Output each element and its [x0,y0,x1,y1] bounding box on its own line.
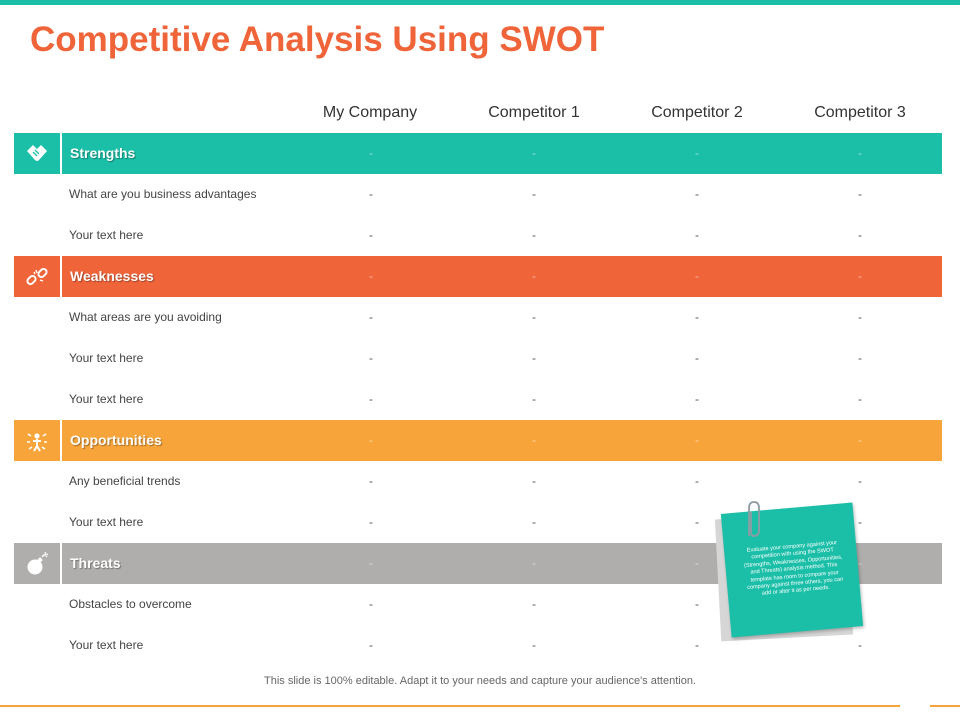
column-header-competitor-3: Competitor 3 [814,104,906,121]
weaknesses-label: Weaknesses [70,268,154,284]
cell: - [532,597,536,611]
cell: - [695,515,699,529]
cell: - [532,146,536,160]
column-header-competitor-1: Competitor 1 [488,104,580,121]
cell: - [695,556,699,570]
row-label: Your text here [69,515,144,529]
cell: - [858,474,862,488]
sticky-note-text: Evaluate your company against your competition with using the SWOT (Strengths, Weaknesses, Opportunities, and Threats) analysis method. This template has room to compare your company against three others, you can add or alter it as per needs. [743,539,844,598]
cell: - [532,187,536,201]
table-row [0,174,960,215]
cell: - [369,146,373,160]
row-label: Obstacles to overcome [69,597,192,611]
cell: - [858,638,862,652]
sticky-note [718,506,868,646]
cell: - [369,392,373,406]
cell: - [532,556,536,570]
cell: - [369,187,373,201]
table-row [0,338,960,379]
cell: - [532,433,536,447]
cell: - [532,638,536,652]
table-row [0,297,960,338]
cell: - [695,351,699,365]
cell: - [858,351,862,365]
cell: - [695,638,699,652]
threats-label: Threats [70,555,121,571]
cell: - [369,351,373,365]
cell: - [858,556,862,570]
table-row [0,461,960,502]
weaknesses-header-row [0,256,960,297]
cell: - [369,269,373,283]
cell: - [369,310,373,324]
opportunities-header-row [0,420,960,461]
cell: - [695,433,699,447]
cell: - [369,474,373,488]
row-label: What areas are you avoiding [69,310,222,324]
strengths-band [62,133,942,174]
cell: - [695,310,699,324]
cell: - [532,228,536,242]
cell: - [695,269,699,283]
broken-chain-icon [14,256,60,297]
cell: - [695,392,699,406]
row-label: Your text here [69,228,144,242]
strengths-header-row [0,133,960,174]
row-label: Your text here [69,638,144,652]
cell: - [369,228,373,242]
row-label: Your text here [69,351,144,365]
column-header-my-company: My Company [322,104,418,121]
cell: - [858,515,862,529]
table-row [0,215,960,256]
cell: - [695,228,699,242]
cell: - [369,556,373,570]
cell: - [695,474,699,488]
column-headers [0,100,960,128]
row-label: Any beneficial trends [69,474,181,488]
page-title: Competitive Analysis Using SWOT [30,20,605,59]
cell: - [695,597,699,611]
opportunities-band [62,420,942,461]
cell: - [532,269,536,283]
bottom-accent-line [0,705,900,707]
cell: - [695,146,699,160]
strengths-label: Strengths [70,145,136,161]
cell: - [369,515,373,529]
cell: - [532,351,536,365]
weaknesses-band [62,256,942,297]
cell: - [532,310,536,324]
opportunities-label: Opportunities [70,432,162,448]
cell: - [858,228,862,242]
cell: - [858,146,862,160]
cell: - [532,515,536,529]
bomb-icon [14,543,60,584]
paperclip-icon [742,500,762,540]
cell: - [858,433,862,447]
row-label: Your text here [69,392,144,406]
footer-caption: This slide is 100% editable. Adapt it to your needs and capture your audience's attention. [264,675,696,687]
cell: - [532,392,536,406]
handshake-icon [14,133,60,174]
row-label: What are you business advantages [69,187,257,201]
cell: - [532,474,536,488]
cell: - [369,597,373,611]
cell: - [858,392,862,406]
cell: - [858,310,862,324]
bottom-accent-line-end [930,705,960,707]
top-accent-bar [0,0,960,5]
cell: - [369,638,373,652]
column-header-competitor-2: Competitor 2 [651,104,743,121]
cell: - [858,187,862,201]
burst-figure-icon [14,420,60,461]
cell: - [858,269,862,283]
table-row [0,379,960,420]
cell: - [695,187,699,201]
cell: - [369,433,373,447]
